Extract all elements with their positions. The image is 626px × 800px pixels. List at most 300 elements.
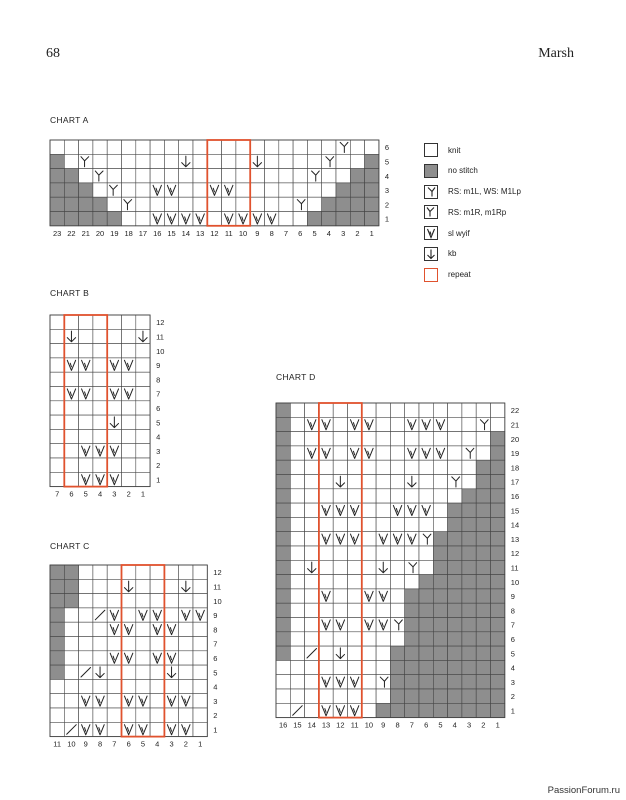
column-number-label: 9 bbox=[83, 739, 88, 749]
stitch-cell bbox=[164, 637, 178, 651]
stitch-cell bbox=[293, 169, 307, 183]
stitch-cell bbox=[376, 632, 390, 646]
no-stitch-cell bbox=[276, 503, 290, 517]
stitch-cell bbox=[419, 560, 433, 574]
stitch-cell bbox=[179, 637, 193, 651]
column-number-label: 1 bbox=[140, 489, 146, 499]
stitch-cell bbox=[448, 403, 462, 417]
row-number-label: 7 bbox=[510, 620, 515, 630]
stitch-cell bbox=[107, 329, 121, 343]
column-number-label: 4 bbox=[155, 739, 160, 749]
stitch-cell bbox=[319, 575, 333, 589]
no-stitch-cell bbox=[476, 646, 490, 660]
stitch-cell bbox=[93, 140, 107, 154]
row-number-label: 12 bbox=[156, 318, 165, 328]
stitch-cell bbox=[136, 622, 150, 636]
no-stitch-cell bbox=[491, 546, 505, 560]
stitch-cell bbox=[222, 140, 236, 154]
row-number-label: 10 bbox=[156, 346, 165, 356]
sl-wyif-symbol-icon bbox=[424, 226, 438, 240]
stitch-cell bbox=[164, 579, 178, 593]
stitch-cell bbox=[93, 315, 107, 329]
stitch-cell bbox=[93, 154, 107, 168]
stitch-cell bbox=[305, 689, 319, 703]
stitch-cell bbox=[448, 460, 462, 474]
stitch-cell bbox=[79, 344, 93, 358]
stitch-cell bbox=[150, 197, 164, 211]
stitch-cell bbox=[348, 632, 362, 646]
stitch-cell bbox=[193, 651, 207, 665]
stitch-cell bbox=[290, 646, 304, 660]
stitch-cell bbox=[419, 546, 433, 560]
row-number-label: 4 bbox=[510, 663, 515, 673]
stitch-cell bbox=[307, 197, 321, 211]
column-number-label: 10 bbox=[67, 739, 76, 749]
no-stitch-cell bbox=[476, 603, 490, 617]
no-stitch-cell bbox=[350, 183, 364, 197]
row-number-label: 17 bbox=[510, 477, 520, 487]
stitch-cell bbox=[348, 560, 362, 574]
row-number-label: 1 bbox=[156, 475, 161, 485]
stitch-cell bbox=[50, 315, 64, 329]
no-stitch-cell bbox=[405, 703, 419, 717]
stitch-cell bbox=[136, 212, 150, 226]
stitch-cell bbox=[164, 154, 178, 168]
stitch-cell bbox=[305, 575, 319, 589]
stitch-cell bbox=[79, 429, 93, 443]
stitch-cell bbox=[362, 689, 376, 703]
stitch-cell bbox=[50, 458, 64, 472]
no-stitch-cell bbox=[419, 589, 433, 603]
no-stitch-cell bbox=[476, 546, 490, 560]
no-stitch-cell bbox=[462, 675, 476, 689]
no-stitch-cell bbox=[276, 632, 290, 646]
no-stitch-cell bbox=[462, 546, 476, 560]
no-stitch-cell bbox=[276, 646, 290, 660]
no-stitch-cell bbox=[419, 632, 433, 646]
column-number-label: 7 bbox=[283, 228, 289, 238]
stitch-cell bbox=[250, 183, 264, 197]
stitch-cell bbox=[79, 679, 93, 693]
stitch-cell bbox=[279, 183, 293, 197]
stitch-cell bbox=[362, 603, 376, 617]
stitch-cell bbox=[236, 197, 250, 211]
knit-symbol-icon bbox=[424, 143, 438, 157]
stitch-cell bbox=[93, 415, 107, 429]
stitch-cell bbox=[164, 679, 178, 693]
stitch-cell bbox=[405, 403, 419, 417]
no-stitch-cell bbox=[448, 689, 462, 703]
stitch-cell bbox=[122, 212, 136, 226]
stitch-cell bbox=[136, 651, 150, 665]
column-number-label: 4 bbox=[326, 228, 331, 238]
row-number-label: 8 bbox=[156, 375, 161, 385]
stitch-cell bbox=[93, 183, 107, 197]
stitch-cell bbox=[136, 565, 150, 579]
stitch-cell bbox=[179, 665, 193, 679]
stitch-cell bbox=[462, 475, 476, 489]
legend-item-sl-wyif bbox=[424, 223, 521, 243]
no-stitch-cell bbox=[448, 589, 462, 603]
stitch-cell bbox=[336, 154, 350, 168]
stitch-cell bbox=[107, 565, 121, 579]
stitch-cell bbox=[348, 589, 362, 603]
stitch-cell bbox=[279, 197, 293, 211]
stitch-cell bbox=[362, 675, 376, 689]
stitch-cell bbox=[122, 329, 136, 343]
no-stitch-cell bbox=[50, 169, 64, 183]
no-stitch-cell bbox=[350, 169, 364, 183]
no-stitch-cell bbox=[491, 589, 505, 603]
stitch-cell bbox=[333, 446, 347, 460]
no-stitch-cell bbox=[476, 489, 490, 503]
stitch-cell bbox=[390, 575, 404, 589]
no-stitch-cell bbox=[79, 197, 93, 211]
no-stitch-cell bbox=[322, 212, 336, 226]
chart-a-title: CHART A bbox=[50, 115, 89, 125]
no-stitch-cell bbox=[448, 546, 462, 560]
stitch-cell bbox=[64, 344, 78, 358]
no-stitch-cell bbox=[64, 169, 78, 183]
stitch-cell bbox=[222, 197, 236, 211]
stitch-cell bbox=[64, 154, 78, 168]
stitch-cell bbox=[307, 183, 321, 197]
no-stitch-cell bbox=[462, 660, 476, 674]
stitch-cell bbox=[322, 140, 336, 154]
column-number-label: 2 bbox=[481, 720, 486, 730]
no-stitch-cell bbox=[276, 460, 290, 474]
stitch-cell bbox=[150, 665, 164, 679]
stitch-cell bbox=[333, 460, 347, 474]
column-number-label: 8 bbox=[269, 228, 274, 238]
column-number-label: 4 bbox=[452, 720, 457, 730]
stitch-cell bbox=[164, 565, 178, 579]
stitch-cell bbox=[290, 575, 304, 589]
stitch-cell bbox=[305, 432, 319, 446]
stitch-cell bbox=[376, 546, 390, 560]
no-stitch-cell bbox=[365, 212, 379, 226]
no-stitch-cell bbox=[476, 560, 490, 574]
no-stitch-cell bbox=[476, 703, 490, 717]
no-stitch-cell bbox=[462, 489, 476, 503]
row-number-label: 21 bbox=[510, 420, 520, 430]
no-stitch-cell bbox=[433, 618, 447, 632]
stitch-cell bbox=[64, 429, 78, 443]
stitch-cell bbox=[290, 489, 304, 503]
column-number-label: 1 bbox=[495, 720, 500, 730]
stitch-cell bbox=[64, 140, 78, 154]
chart-a-grid bbox=[50, 140, 410, 248]
stitch-cell bbox=[336, 169, 350, 183]
column-number-label: 11 bbox=[53, 739, 62, 749]
stitch-cell bbox=[79, 637, 93, 651]
no-stitch-cell bbox=[491, 532, 505, 546]
column-number-label: 5 bbox=[83, 489, 88, 499]
stitch-cell bbox=[390, 560, 404, 574]
stitch-cell bbox=[462, 403, 476, 417]
stitch-cell bbox=[476, 403, 490, 417]
stitch-cell bbox=[348, 660, 362, 674]
stitch-cell bbox=[193, 708, 207, 722]
stitch-cell bbox=[319, 489, 333, 503]
no-stitch-cell bbox=[405, 632, 419, 646]
column-number-label: 11 bbox=[350, 720, 359, 730]
no-stitch-cell bbox=[462, 603, 476, 617]
stitch-cell bbox=[448, 417, 462, 431]
legend-label: sl wyif bbox=[448, 228, 470, 238]
stitch-cell bbox=[136, 358, 150, 372]
stitch-cell bbox=[290, 560, 304, 574]
no-stitch-cell bbox=[79, 183, 93, 197]
stitch-cell bbox=[279, 212, 293, 226]
stitch-cell bbox=[419, 489, 433, 503]
stitch-cell bbox=[419, 475, 433, 489]
no-stitch-cell bbox=[491, 446, 505, 460]
stitch-cell bbox=[333, 417, 347, 431]
row-number-label: 20 bbox=[510, 434, 520, 444]
stitch-cell bbox=[79, 401, 93, 415]
no-stitch-cell bbox=[390, 703, 404, 717]
stitch-cell bbox=[462, 417, 476, 431]
row-number-label: 9 bbox=[213, 611, 218, 621]
column-number-label: 7 bbox=[112, 739, 117, 749]
column-number-label: 12 bbox=[210, 228, 219, 238]
stitch-cell bbox=[419, 403, 433, 417]
stitch-cell bbox=[122, 154, 136, 168]
no-stitch-cell bbox=[365, 197, 379, 211]
legend-label: no stitch bbox=[448, 166, 478, 176]
stitch-cell bbox=[122, 679, 136, 693]
stitch-cell bbox=[93, 565, 107, 579]
stitch-cell bbox=[193, 622, 207, 636]
stitch-cell bbox=[333, 403, 347, 417]
column-number-label: 4 bbox=[97, 489, 103, 499]
stitch-cell bbox=[405, 432, 419, 446]
no-stitch-cell bbox=[405, 603, 419, 617]
column-number-label: 5 bbox=[312, 228, 317, 238]
legend-label: RS: m1L, WS: M1Lp bbox=[448, 187, 521, 197]
stitch-cell bbox=[179, 594, 193, 608]
chart-d-grid bbox=[276, 403, 526, 761]
stitch-cell bbox=[376, 403, 390, 417]
stitch-cell bbox=[362, 560, 376, 574]
stitch-cell bbox=[107, 722, 121, 736]
stitch-cell bbox=[276, 660, 290, 674]
stitch-cell bbox=[93, 344, 107, 358]
stitch-cell bbox=[50, 358, 64, 372]
stitch-cell bbox=[179, 169, 193, 183]
stitch-cell bbox=[376, 489, 390, 503]
stitch-cell bbox=[122, 665, 136, 679]
kb-arrow-icon bbox=[424, 247, 438, 261]
stitch-cell bbox=[136, 637, 150, 651]
no-stitch-cell bbox=[462, 646, 476, 660]
no-stitch-cell bbox=[462, 532, 476, 546]
column-number-label: 8 bbox=[395, 720, 400, 730]
stitch-cell bbox=[193, 694, 207, 708]
no-stitch-cell bbox=[448, 618, 462, 632]
stitch-cell bbox=[491, 417, 505, 431]
stitch-cell bbox=[150, 708, 164, 722]
stitch-cell bbox=[93, 458, 107, 472]
column-number-label: 2 bbox=[126, 489, 131, 499]
stitch-cell bbox=[136, 472, 150, 486]
stitch-cell bbox=[164, 169, 178, 183]
no-stitch-cell bbox=[365, 169, 379, 183]
no-stitch-cell bbox=[376, 703, 390, 717]
stitch-cell bbox=[207, 212, 221, 226]
stitch-cell bbox=[333, 575, 347, 589]
stitch-cell bbox=[122, 637, 136, 651]
stitch-cell bbox=[333, 489, 347, 503]
stitch-cell bbox=[305, 660, 319, 674]
stitch-cell bbox=[122, 594, 136, 608]
stitch-cell bbox=[79, 565, 93, 579]
stitch-cell bbox=[150, 140, 164, 154]
no-stitch-cell bbox=[50, 608, 64, 622]
no-stitch-cell bbox=[476, 460, 490, 474]
stitch-cell bbox=[319, 560, 333, 574]
stitch-cell bbox=[348, 575, 362, 589]
stitch-cell bbox=[236, 183, 250, 197]
stitch-cell bbox=[122, 344, 136, 358]
stitch-cell bbox=[293, 154, 307, 168]
row-number-label: 11 bbox=[156, 332, 164, 342]
row-number-label: 10 bbox=[213, 596, 222, 606]
column-number-label: 17 bbox=[138, 228, 148, 238]
stitch-cell bbox=[333, 603, 347, 617]
no-stitch-cell bbox=[476, 632, 490, 646]
no-stitch-cell bbox=[276, 446, 290, 460]
row-number-label: 3 bbox=[213, 696, 218, 706]
stitch-cell bbox=[136, 183, 150, 197]
column-number-label: 3 bbox=[112, 489, 117, 499]
stitch-cell bbox=[107, 315, 121, 329]
no-stitch-cell bbox=[50, 565, 64, 579]
legend-item-repeat bbox=[424, 265, 521, 285]
column-number-label: 14 bbox=[181, 228, 191, 238]
stitch-cell bbox=[122, 444, 136, 458]
row-number-label: 12 bbox=[213, 568, 222, 578]
stitch-cell bbox=[50, 694, 64, 708]
stitch-cell bbox=[64, 637, 78, 651]
stitch-cell bbox=[150, 722, 164, 736]
no-stitch-cell bbox=[476, 475, 490, 489]
stitch-cell bbox=[319, 603, 333, 617]
stitch-cell bbox=[405, 546, 419, 560]
no-stitch-cell bbox=[448, 632, 462, 646]
watermark-text: PassionForum.ru bbox=[547, 785, 620, 796]
stitch-cell bbox=[107, 429, 121, 443]
column-number-label: 7 bbox=[409, 720, 414, 730]
stitch-cell bbox=[136, 372, 150, 386]
stitch-cell bbox=[179, 565, 193, 579]
stitch-cell bbox=[122, 458, 136, 472]
no-stitch-cell bbox=[93, 212, 107, 226]
row-number-label: 7 bbox=[156, 389, 161, 399]
stitch-cell bbox=[93, 579, 107, 593]
no-stitch-cell bbox=[491, 603, 505, 617]
stitch-cell bbox=[305, 618, 319, 632]
row-number-label: 4 bbox=[213, 682, 218, 692]
stitch-cell bbox=[179, 708, 193, 722]
stitch-cell bbox=[50, 372, 64, 386]
repeat-box-icon bbox=[424, 268, 438, 282]
stitch-cell bbox=[350, 154, 364, 168]
column-number-label: 15 bbox=[293, 720, 302, 730]
stitch-cell bbox=[122, 315, 136, 329]
row-number-label: 10 bbox=[510, 577, 520, 587]
stitch-cell bbox=[193, 169, 207, 183]
no-stitch-cell bbox=[491, 618, 505, 632]
no-stitch-cell bbox=[276, 475, 290, 489]
stitch-cell bbox=[376, 689, 390, 703]
stitch-cell bbox=[362, 403, 376, 417]
stitch-cell bbox=[390, 403, 404, 417]
row-number-label: 5 bbox=[384, 157, 390, 167]
no-stitch-cell bbox=[476, 575, 490, 589]
no-stitch-cell bbox=[276, 589, 290, 603]
no-stitch-cell bbox=[276, 432, 290, 446]
no-stitch-cell bbox=[491, 660, 505, 674]
no-stitch-cell bbox=[419, 575, 433, 589]
stitch-cell bbox=[376, 603, 390, 617]
stitch-cell bbox=[79, 372, 93, 386]
no-stitch-cell bbox=[491, 517, 505, 531]
no-stitch-cell bbox=[419, 646, 433, 660]
no-stitch-cell bbox=[491, 703, 505, 717]
no-stitch-cell bbox=[322, 197, 336, 211]
stitch-cell bbox=[193, 579, 207, 593]
stitch-cell bbox=[150, 694, 164, 708]
stitch-cell bbox=[333, 632, 347, 646]
stitch-cell bbox=[250, 140, 264, 154]
stitch-cell bbox=[365, 140, 379, 154]
column-number-label: 9 bbox=[255, 228, 260, 238]
stitch-cell bbox=[405, 575, 419, 589]
row-number-label: 3 bbox=[384, 186, 390, 196]
no-stitch-cell bbox=[50, 154, 64, 168]
stitch-cell bbox=[279, 140, 293, 154]
stitch-cell bbox=[64, 444, 78, 458]
no-stitch-cell bbox=[491, 675, 505, 689]
stitch-cell bbox=[290, 546, 304, 560]
no-stitch-cell bbox=[462, 575, 476, 589]
stitch-cell bbox=[79, 579, 93, 593]
stitch-cell bbox=[107, 579, 121, 593]
stitch-cell bbox=[433, 403, 447, 417]
column-number-label: 10 bbox=[238, 228, 248, 238]
stitch-cell bbox=[122, 708, 136, 722]
chart-c-grid bbox=[50, 565, 232, 760]
column-number-label: 15 bbox=[167, 228, 176, 238]
stitch-cell bbox=[64, 415, 78, 429]
no-stitch-cell bbox=[419, 660, 433, 674]
stitch-cell bbox=[193, 565, 207, 579]
row-number-label: 9 bbox=[156, 361, 161, 371]
legend-label: knit bbox=[448, 145, 461, 155]
no-stitch-cell bbox=[50, 594, 64, 608]
column-number-label: 20 bbox=[95, 228, 105, 238]
column-number-label: 6 bbox=[126, 739, 131, 749]
legend-label: kb bbox=[448, 249, 457, 259]
stitch-cell bbox=[93, 429, 107, 443]
no-stitch-cell bbox=[390, 689, 404, 703]
stitch-cell bbox=[319, 660, 333, 674]
stitch-cell bbox=[50, 329, 64, 343]
column-number-label: 22 bbox=[67, 228, 76, 238]
stitch-cell bbox=[136, 665, 150, 679]
